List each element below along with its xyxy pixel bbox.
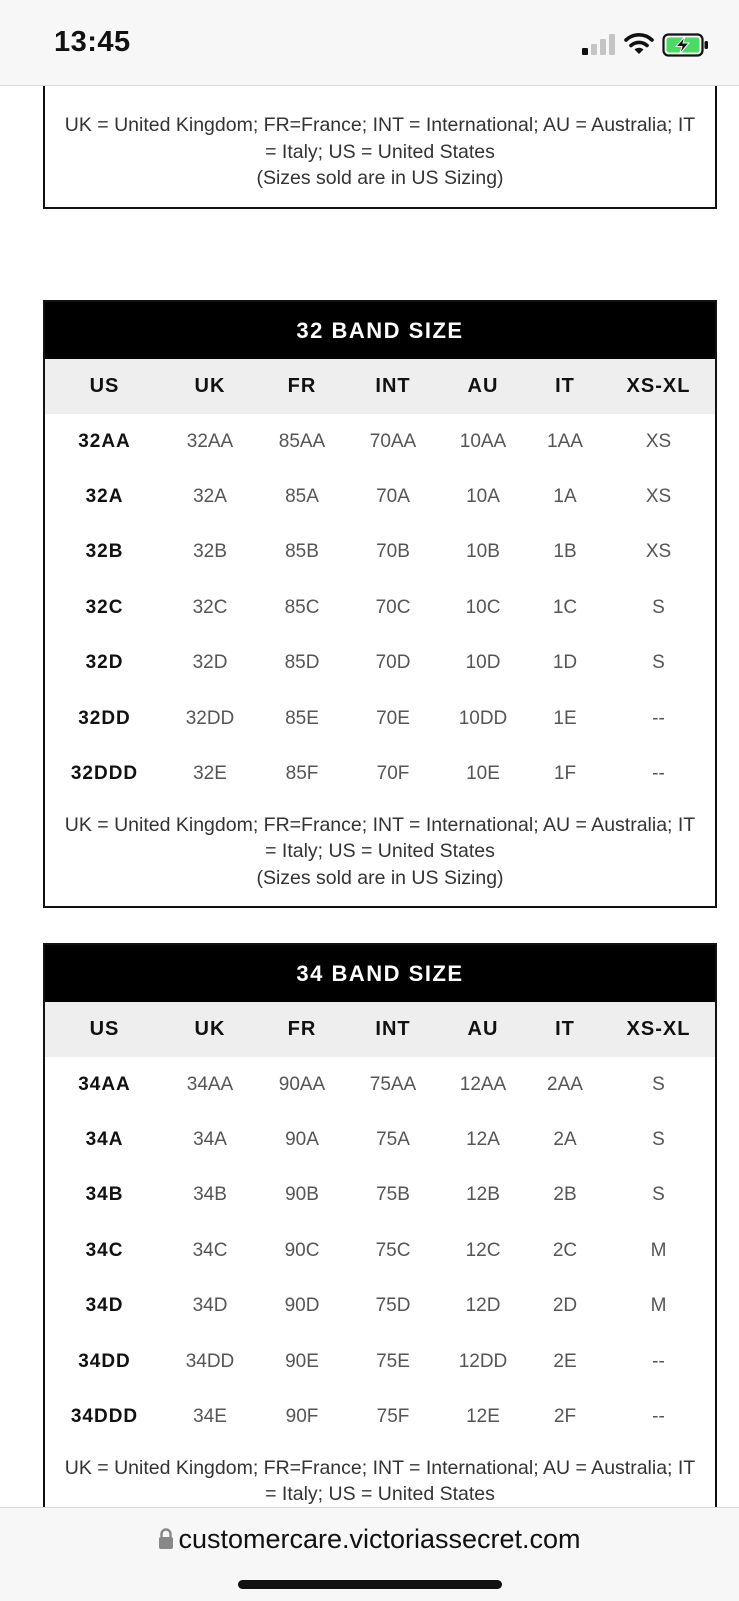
table-row [45,636,715,691]
uk-size: 32C [192,596,228,618]
uk-size: 32DD [185,707,235,729]
us-size: 32AA [78,430,131,452]
int-size: 75B [376,1184,410,1206]
xs-xl-size: -- [652,1406,665,1428]
int-size: 75A [376,1129,410,1151]
us-size: 34D [85,1295,124,1317]
xs-xl-size: -- [652,763,665,785]
col-header-uk: UK [194,1018,226,1040]
uk-size: 32B [193,541,227,563]
col-header-xs-xl: XS-XL [626,1018,691,1040]
col-header-au: AU [467,1018,499,1040]
uk-size: 32AA [186,430,234,452]
xs-xl-size: M [650,1239,667,1261]
au-size: 12C [465,1239,501,1261]
us-size: 34B [85,1184,124,1206]
col-header-fr: FR [287,1018,317,1040]
xs-xl-size: S [652,596,665,618]
table-row [45,1223,715,1278]
au-size: 10D [465,652,501,674]
browser-url-bar[interactable] [0,1507,739,1601]
col-header-it: IT [555,1018,575,1040]
fr-size: 85F [285,763,319,785]
table-row [45,1389,715,1444]
table-row [45,1168,715,1223]
size-legend-note: UK = United Kingdom; FR=France; INT = International; AU = Australia; IT = Italy; US = United States (Sizes sold are in US Sizing) [64,813,696,889]
col-header-int: INT [375,1018,411,1040]
xs-xl-size: XS [645,430,672,452]
int-size: 70C [375,596,411,618]
table-row [45,525,715,580]
fr-size: 90D [284,1295,320,1317]
us-size: 34C [85,1239,124,1261]
table-row [45,414,715,469]
status-bar [0,0,739,86]
int-size: 75C [375,1239,411,1261]
col-header-us: US [89,375,120,397]
uk-size: 34A [193,1129,227,1151]
it-size: 2D [552,1295,578,1317]
col-header-fr: FR [287,375,317,397]
int-size: 75D [375,1295,411,1317]
fr-size: 90E [285,1350,319,1372]
int-size: 70AA [369,430,417,452]
cellular-signal-icon [582,33,616,55]
battery-charging-icon [662,33,710,57]
au-size: 12E [466,1406,500,1428]
lock-icon [158,1528,174,1550]
au-size: 12B [466,1184,500,1206]
table-row [45,580,715,635]
it-size: 1B [553,541,577,563]
it-size: 2E [553,1350,577,1372]
xs-xl-size: XS [645,541,672,563]
xs-xl-size: XS [645,486,672,508]
home-indicator[interactable] [238,1580,502,1589]
au-size: 10B [466,541,500,563]
int-size: 70B [376,541,410,563]
uk-size: 34C [192,1239,228,1261]
table-row [45,1279,715,1334]
au-size: 10DD [458,707,508,729]
uk-size: 34DD [185,1350,235,1372]
us-size: 32DD [78,707,131,729]
au-size: 10E [466,763,500,785]
us-size: 32B [85,541,124,563]
us-size: 32D [85,652,124,674]
it-size: 2F [553,1406,577,1428]
us-size: 34AA [78,1073,131,1095]
au-size: 12DD [458,1350,508,1372]
au-size: 10C [465,596,501,618]
it-size: 1AA [547,430,583,452]
fr-size: 85AA [278,430,326,452]
int-size: 70A [376,486,410,508]
column-header-row [45,359,715,414]
it-size: 2C [552,1239,578,1261]
uk-size: 34E [193,1406,227,1428]
table-title: 34 BAND SIZE [45,945,715,1002]
au-size: 12AA [459,1073,507,1095]
url-text: customercare.victoriassecret.com [178,1524,581,1554]
it-size: 1C [552,596,578,618]
it-size: 2B [553,1184,577,1206]
fr-size: 90A [285,1129,319,1151]
it-size: 1E [553,707,577,729]
col-header-au: AU [467,375,499,397]
us-size: 34A [85,1129,124,1151]
col-header-uk: UK [194,375,226,397]
fr-size: 90C [284,1239,320,1261]
col-header-it: IT [555,375,575,397]
int-size: 70D [375,652,411,674]
xs-xl-size: -- [652,1350,665,1372]
it-size: 1F [553,763,577,785]
fr-size: 85D [284,652,320,674]
fr-size: 90F [285,1406,319,1428]
uk-size: 32A [193,486,227,508]
xs-xl-size: S [652,652,665,674]
column-header-row [45,1002,715,1057]
int-size: 75E [376,1350,410,1372]
col-header-int: INT [375,375,411,397]
xs-xl-size: S [652,1184,665,1206]
table-row [45,691,715,746]
it-size: 2AA [547,1073,583,1095]
fr-size: 85C [284,596,320,618]
xs-xl-size: -- [652,707,665,729]
int-size: 70F [376,763,410,785]
fr-size: 90B [285,1184,319,1206]
fr-size: 85B [285,541,319,563]
int-size: 70E [376,707,410,729]
table-row [45,1334,715,1389]
fr-size: 85E [285,707,319,729]
it-size: 1D [552,652,578,674]
fr-size: 90AA [278,1073,326,1095]
int-size: 75AA [369,1073,417,1095]
au-size: 10A [466,486,500,508]
us-size: 32DDD [70,763,139,785]
size-legend-note: UK = United Kingdom; FR=France; INT = International; AU = Australia; IT = Italy; US = United States (Sizes sold are in US Sizing) [64,114,696,189]
col-header-us: US [89,1018,120,1040]
status-time: 13:45 [54,26,131,58]
uk-size: 34D [192,1295,228,1317]
table-row [45,1112,715,1167]
table-title: 32 BAND SIZE [45,302,715,359]
col-header-xs-xl: XS-XL [626,375,691,397]
uk-size: 32D [192,652,228,674]
table-body [45,1057,715,1445]
xs-xl-size: M [650,1295,667,1317]
table-row [45,1057,715,1112]
uk-size: 34AA [186,1073,234,1095]
size-legend-note: UK = United Kingdom; FR=France; INT = International; AU = Australia; IT = Italy; US = United States [64,1456,696,1506]
au-size: 12D [465,1295,501,1317]
size-table-32-band [43,300,717,908]
us-size: 32A [85,486,124,508]
wifi-icon [624,32,654,56]
fr-size: 85A [285,486,319,508]
au-size: 12A [466,1129,500,1151]
uk-size: 32E [193,763,227,785]
it-size: 2A [553,1129,577,1151]
xs-xl-size: S [652,1073,665,1095]
us-size: 34DD [78,1350,131,1372]
url-field[interactable] [0,1524,739,1555]
uk-size: 34B [193,1184,227,1206]
it-size: 1A [553,486,577,508]
us-size: 34DDD [70,1406,139,1428]
table-body [45,414,715,802]
page-content[interactable] [0,85,739,1508]
int-size: 75F [376,1406,410,1428]
au-size: 10AA [459,430,507,452]
us-size: 32C [85,596,124,618]
size-table-34-band [43,943,717,1525]
table-row [45,746,715,801]
table-row [45,469,715,524]
xs-xl-size: S [652,1129,665,1151]
